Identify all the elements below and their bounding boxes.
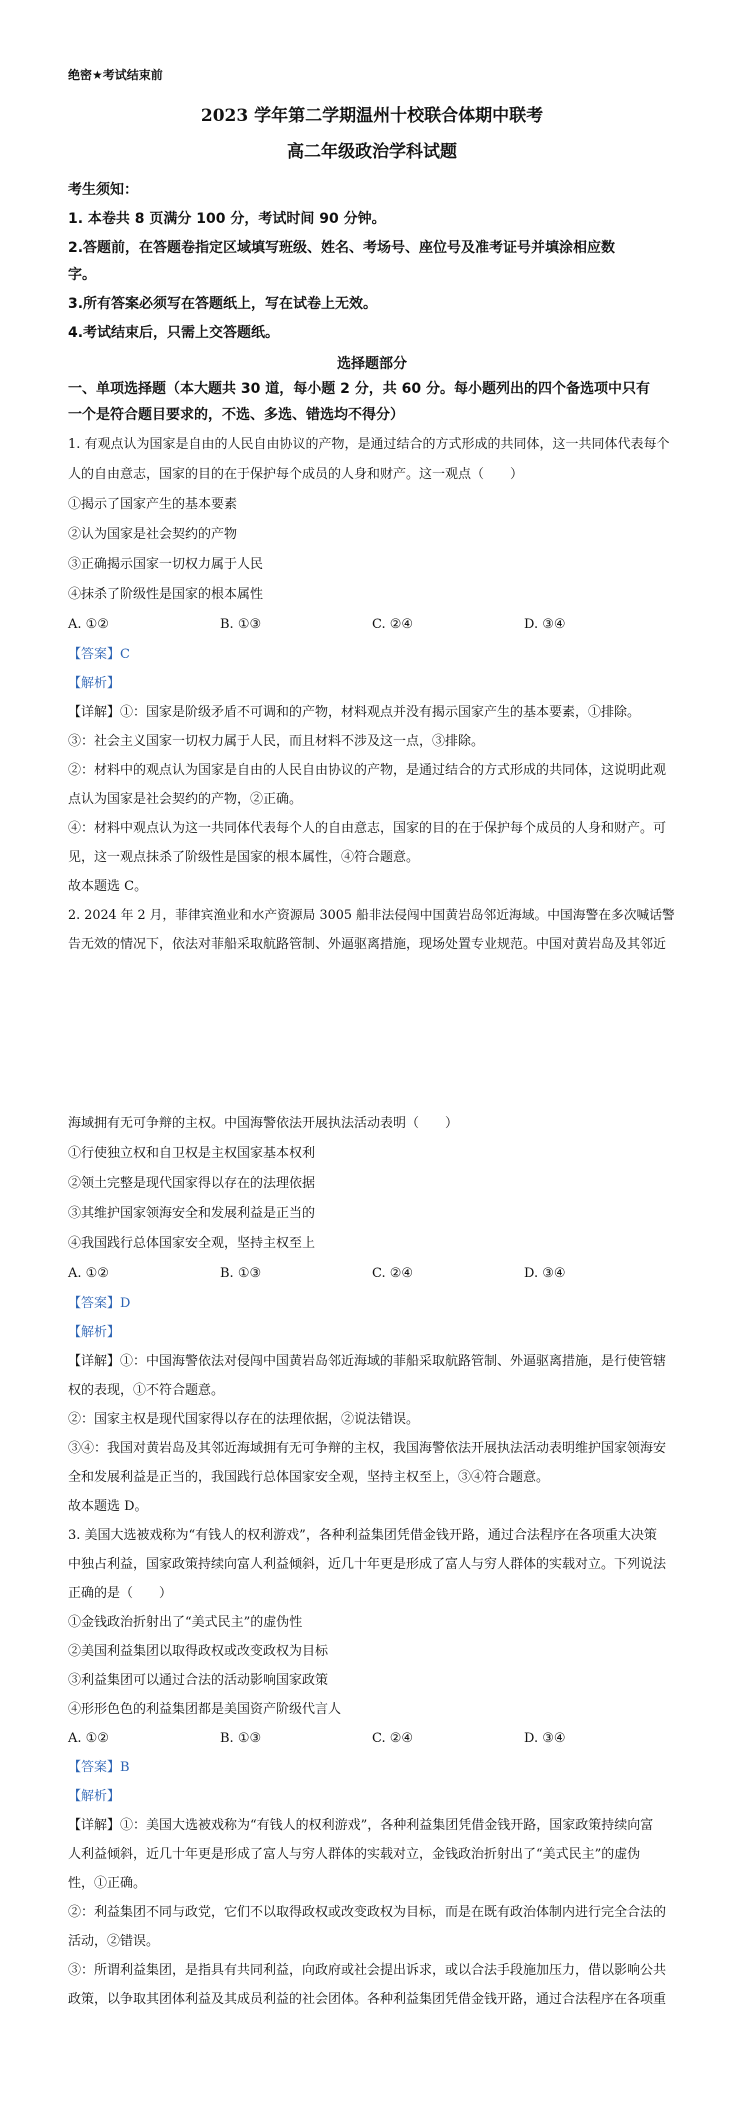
notice-heading: 考生须知：	[68, 182, 138, 198]
q3-option-c: C. ②④	[372, 1731, 414, 1746]
q2-stem: 2. 2024 年 2 月，菲律宾渔业和水产资源局 3005 船非法侵闯中国黄岩岛邻近海域。中国海警在多次喊话警	[68, 908, 675, 923]
q3-answer: 【答案】B	[68, 1760, 130, 1775]
q1-stem: 1. 有观点认为国家是自由的人民自由协议的产物，是通过结合的方式形成的共同体，这一共同体代表每个	[68, 437, 670, 452]
q2-detail-2: 权的表现，①不符合题意。	[68, 1383, 225, 1398]
q1-option-a: A. ①②	[68, 617, 109, 632]
q1-option-d: D. ③④	[524, 617, 566, 632]
q2-detail-3: ②：国家主权是现代国家得以存在的法理依据，②说法错误。	[68, 1412, 420, 1427]
section-intro-cont: 一个是符合题目要求的，不选、多选、错选均不得分）	[68, 407, 404, 423]
q3-option-b: B. ①③	[220, 1731, 262, 1746]
q3-detail-3: 性，①正确。	[68, 1876, 147, 1891]
q1-statement-4: ④抹杀了阶级性是国家的根本属性	[68, 587, 264, 602]
q2-option-c: C. ②④	[372, 1266, 414, 1281]
q2-option-b: B. ①③	[220, 1266, 262, 1281]
q3-detail-7: 政策，以争取其团体利益及其成员利益的社会团体。各种利益集团凭借金钱开路，通过合法程序在各项重	[68, 1992, 667, 2007]
q3-detail-6: ③：所谓利益集团，是指具有共同利益，向政府或社会提出诉求，或以合法手段施加压力，借以影响公共	[68, 1963, 667, 1978]
notice-item-1: 1. 本卷共 8 页满分 100 分，考试时间 90 分钟。	[68, 211, 386, 227]
q3-stem-cont: 中独占利益，国家政策持续向富人利益倾斜，近几十年更是形成了富人与穷人群体的实载对立。下列说法	[68, 1557, 667, 1572]
q1-conclusion: 故本题选 C。	[68, 879, 148, 894]
q3-stem: 3. 美国大选被戏称为“有钱人的权利游戏”，各种利益集团凭借金钱开路，通过合法程序在各项重大决策	[68, 1528, 657, 1543]
exam-subtitle: 高二年级政治学科试题	[287, 142, 457, 162]
q2-detail-5: 全和发展利益是正当的，我国践行总体国家安全观，坚持主权至上，③④符合题意。	[68, 1470, 550, 1485]
q1-statement-3: ③正确揭示国家一切权力属于人民	[68, 557, 264, 572]
q1-detail-1: 【详解】①：国家是阶级矛盾不可调和的产物，材料观点并没有揭示国家产生的基本要素，①排除。	[68, 705, 641, 720]
q3-option-a: A. ①②	[68, 1731, 109, 1746]
q3-statement-1: ①金钱政治折射出了“美式民主”的虚伪性	[68, 1615, 303, 1630]
q2-statement-1: ①行使独立权和自卫权是主权国家基本权利	[68, 1146, 316, 1161]
q2-statement-2: ②领土完整是现代国家得以存在的法理依据	[68, 1176, 316, 1191]
q2-option-a: A. ①②	[68, 1266, 109, 1281]
q2-answer: 【答案】D	[68, 1296, 131, 1311]
q1-answer: 【答案】C	[68, 647, 130, 662]
q2-stem-cont-2: 海域拥有无可争辩的主权。中国海警依法开展执法活动表明（ ）	[68, 1116, 459, 1131]
q2-analysis-label: 【解析】	[68, 1325, 121, 1340]
q3-option-d: D. ③④	[524, 1731, 566, 1746]
q1-stem-cont: 人的自由意志，国家的目的在于保护每个成员的人身和财产。这一观点（ ）	[68, 467, 524, 482]
q2-detail-4: ③④：我国对黄岩岛及其邻近海域拥有无可争辩的主权，我国海警依法开展执法活动表明维护国家领海安	[68, 1441, 667, 1456]
q1-option-c: C. ②④	[372, 617, 414, 632]
section-title: 选择题部分	[337, 356, 407, 372]
q1-statement-2: ②认为国家是社会契约的产物	[68, 527, 238, 542]
q3-statement-3: ③利益集团可以通过合法的活动影响国家政策	[68, 1673, 329, 1688]
notice-item-3: 3.所有答案必须写在答题纸上，写在试卷上无效。	[68, 296, 378, 312]
q1-detail-3: ②：材料中的观点认为国家是自由的人民自由协议的产物，是通过结合的方式形成的共同体，这说明此观	[68, 763, 667, 778]
q3-analysis-label: 【解析】	[68, 1789, 121, 1804]
notice-item-4: 4.考试结束后，只需上交答题纸。	[68, 325, 280, 341]
section-intro: 一、单项选择题（本大题共 30 道，每小题 2 分，共 60 分。每小题列出的四个备选项中只有	[68, 381, 650, 397]
q3-detail-4: ②：利益集团不同与政党，它们不以取得政权或改变政权为目标，而是在既有政治体制内进行完全合法的	[68, 1905, 667, 1920]
confidential-label: 绝密★考试结束前	[68, 68, 163, 82]
q3-detail-5: 活动，②错误。	[68, 1934, 160, 1949]
q2-statement-3: ③其维护国家领海安全和发展利益是正当的	[68, 1206, 316, 1221]
q2-option-d: D. ③④	[524, 1266, 566, 1281]
notice-item-2-cont: 字。	[68, 267, 96, 283]
q1-analysis-label: 【解析】	[68, 676, 121, 691]
q2-statement-4: ④我国践行总体国家安全观，坚持主权至上	[68, 1236, 316, 1251]
q2-conclusion: 故本题选 D。	[68, 1499, 148, 1514]
q3-statement-2: ②美国利益集团以取得政权或改变政权为目标	[68, 1644, 329, 1659]
q1-detail-2: ③：社会主义国家一切权力属于人民，而且材料不涉及这一点，③排除。	[68, 734, 485, 749]
q1-detail-5: ④：材料中观点认为这一共同体代表每个人的自由意志，国家的目的在于保护每个成员的人身和财产。可	[68, 821, 667, 836]
q3-detail-2: 人利益倾斜，近几十年更是形成了富人与穷人群体的实载对立，金钱政治折射出了“美式民主”的虚伪	[68, 1847, 641, 1862]
q3-stem-cont-2: 正确的是（ ）	[68, 1586, 173, 1601]
q1-statement-1: ①揭示了国家产生的基本要素	[68, 497, 238, 512]
q1-detail-4: 点认为国家是社会契约的产物，②正确。	[68, 792, 303, 807]
q3-detail-1: 【详解】①：美国大选被戏称为“有钱人的权利游戏”，各种利益集团凭借金钱开路，国家政策持续向富	[68, 1818, 654, 1833]
exam-title: 2023 学年第二学期温州十校联合体期中联考	[200, 106, 544, 126]
q2-stem-cont: 告无效的情况下，依法对菲船采取航路管制、外逼驱离措施，现场处置专业规范。中国对黄岩岛及其邻近	[68, 937, 667, 952]
q1-option-b: B. ①③	[220, 617, 262, 632]
notice-item-2: 2.答题前，在答题卷指定区域填写班级、姓名、考场号、座位号及准考证号并填涂相应数	[68, 240, 616, 256]
q1-detail-6: 见，这一观点抹杀了阶级性是国家的根本属性，④符合题意。	[68, 850, 420, 865]
q3-statement-4: ④形形色色的利益集团都是美国资产阶级代言人	[68, 1702, 342, 1717]
q2-detail-1: 【详解】①：中国海警依法对侵闯中国黄岩岛邻近海域的菲船采取航路管制、外逼驱离措施，是行使管辖	[68, 1354, 667, 1369]
